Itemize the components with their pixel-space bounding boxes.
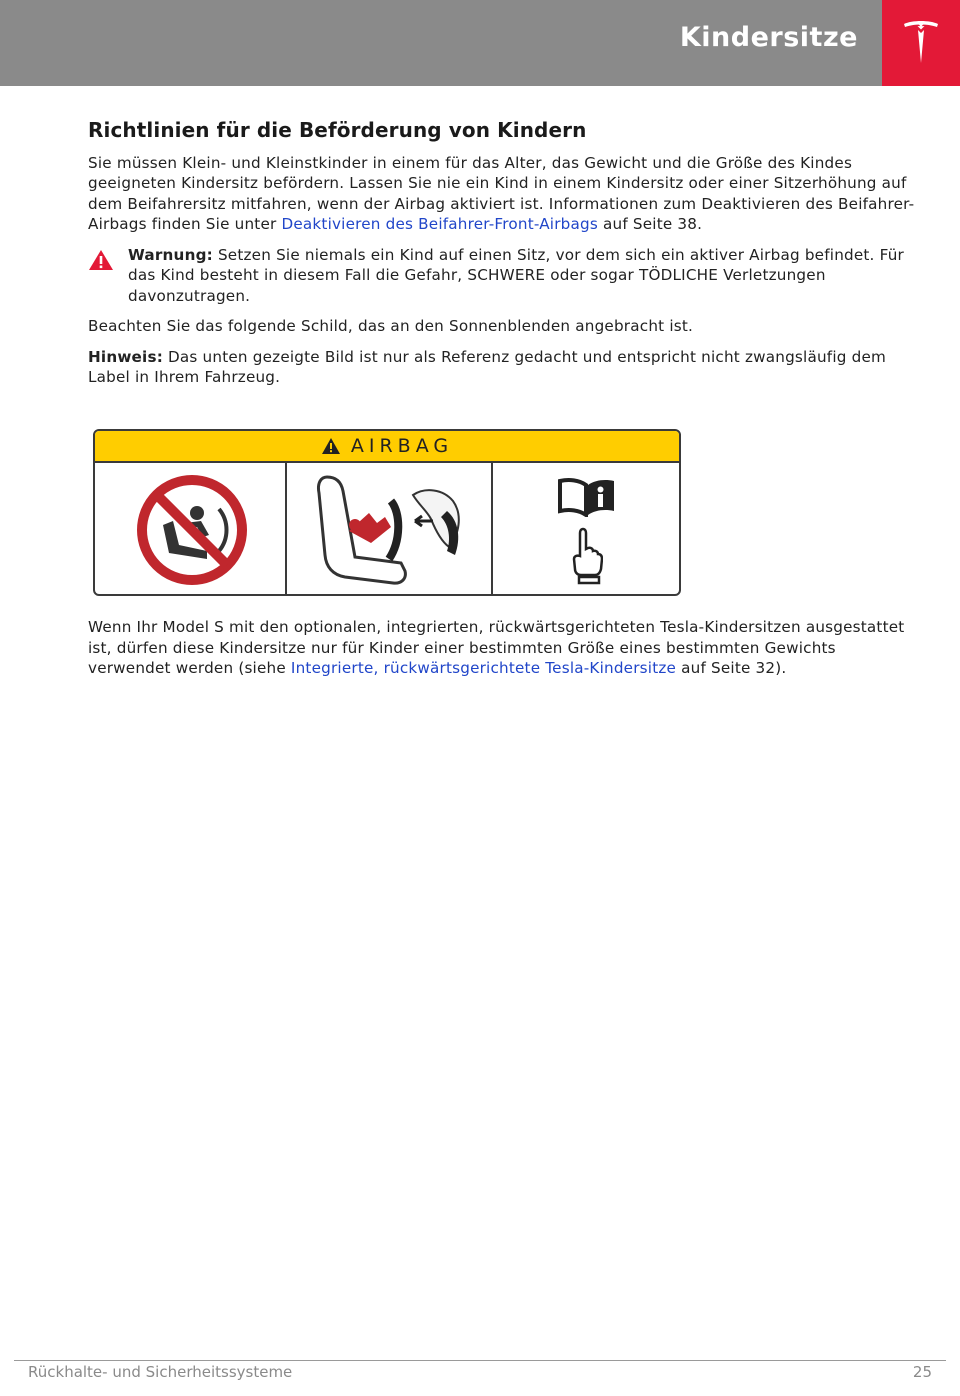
main-content: [88, 120, 920, 398]
airbag-deactivation-link[interactable]: Deaktivieren des Beifahrer-Front-Airbags: [281, 215, 598, 233]
warning-label: Warnung:: [128, 245, 213, 264]
note-text: Das unten gezeigte Bild ist nur als Referenz gedacht und entspricht nicht zwangsläufig dem Label in Ihrem Fahrzeug.: [88, 347, 887, 386]
cell-manual-info: [493, 463, 679, 596]
tesla-child-seats-link[interactable]: Integrierte, rückwärtsgerichtete Tesla-Kindersitze: [290, 659, 677, 677]
airbag-label-icons: [95, 463, 679, 596]
note-label: Hinweis:: [88, 347, 163, 366]
airbag-label-band: [95, 431, 679, 463]
cell-no-child-seat: [95, 463, 287, 596]
after-paragraph: [88, 617, 920, 679]
warning-triangle-icon: [88, 249, 114, 271]
warning-block: [88, 245, 920, 307]
intro-text: Sie müssen Klein- und Kleinstkinder in einem für das Alter, das Gewicht und die Größe des Kindes geeigneten Kindersitz befördern. Lassen Sie nie ein Kind in einem Kindersitz oder einer Sitzerhöhung auf dem Beifahrersitz mitfahren, wenn der Airbag aktiviert ist. Informationen zum Deaktivieren des Beifahrer-Airbags finden Sie unter: [88, 153, 915, 233]
logo-box: [882, 0, 960, 86]
page-number: 25: [912, 1363, 932, 1381]
warning-text: Setzen Sie niemals ein Kind auf einen Sitz, vor dem sich ein aktiver Airbag befindet. Für das Kind besteht in diesem Fall die Gefahr, SCHWERE oder sogar TÖDLICHE Verletzungen davonzutragen.: [128, 245, 904, 305]
sign-paragraph: Beachten Sie das folgende Schild, das an den Sonnenblenden angebracht ist.: [88, 317, 694, 335]
footer-divider: [14, 1360, 946, 1361]
pointing-hand-icon: [571, 527, 603, 585]
airbag-warning-label: [93, 429, 681, 596]
intro-tail: auf Seite 38.: [597, 215, 703, 233]
page-header: [0, 0, 960, 86]
airbag-label-title: AIRBAG: [350, 435, 454, 457]
manual-info-icon: [557, 477, 617, 517]
airbag-deploy-seat-icon: [309, 471, 471, 589]
after-tail: auf Seite 32).: [676, 659, 787, 677]
no-rear-facing-child-seat-icon: [135, 473, 249, 587]
warning-triangle-icon: [321, 437, 341, 455]
tesla-logo-icon: [902, 17, 940, 67]
intro-paragraph: [88, 153, 920, 235]
header-title: Kindersitze: [679, 22, 858, 53]
footer-section: Rückhalte- und Sicherheitssysteme: [28, 1363, 293, 1381]
note-paragraph: [88, 347, 920, 388]
section-heading: Richtlinien für die Beförderung von Kindern: [88, 118, 587, 142]
cell-airbag-deploy: [287, 463, 493, 596]
after-text: Wenn Ihr Model S mit den optionalen, integrierten, rückwärtsgerichteten Tesla-Kindersitzen ausgestattet ist, dürfen diese Kindersitze nur für Kinder einer bestimmten Größe eines bestimmten Gewichts verwendet werden (siehe: [88, 618, 905, 677]
